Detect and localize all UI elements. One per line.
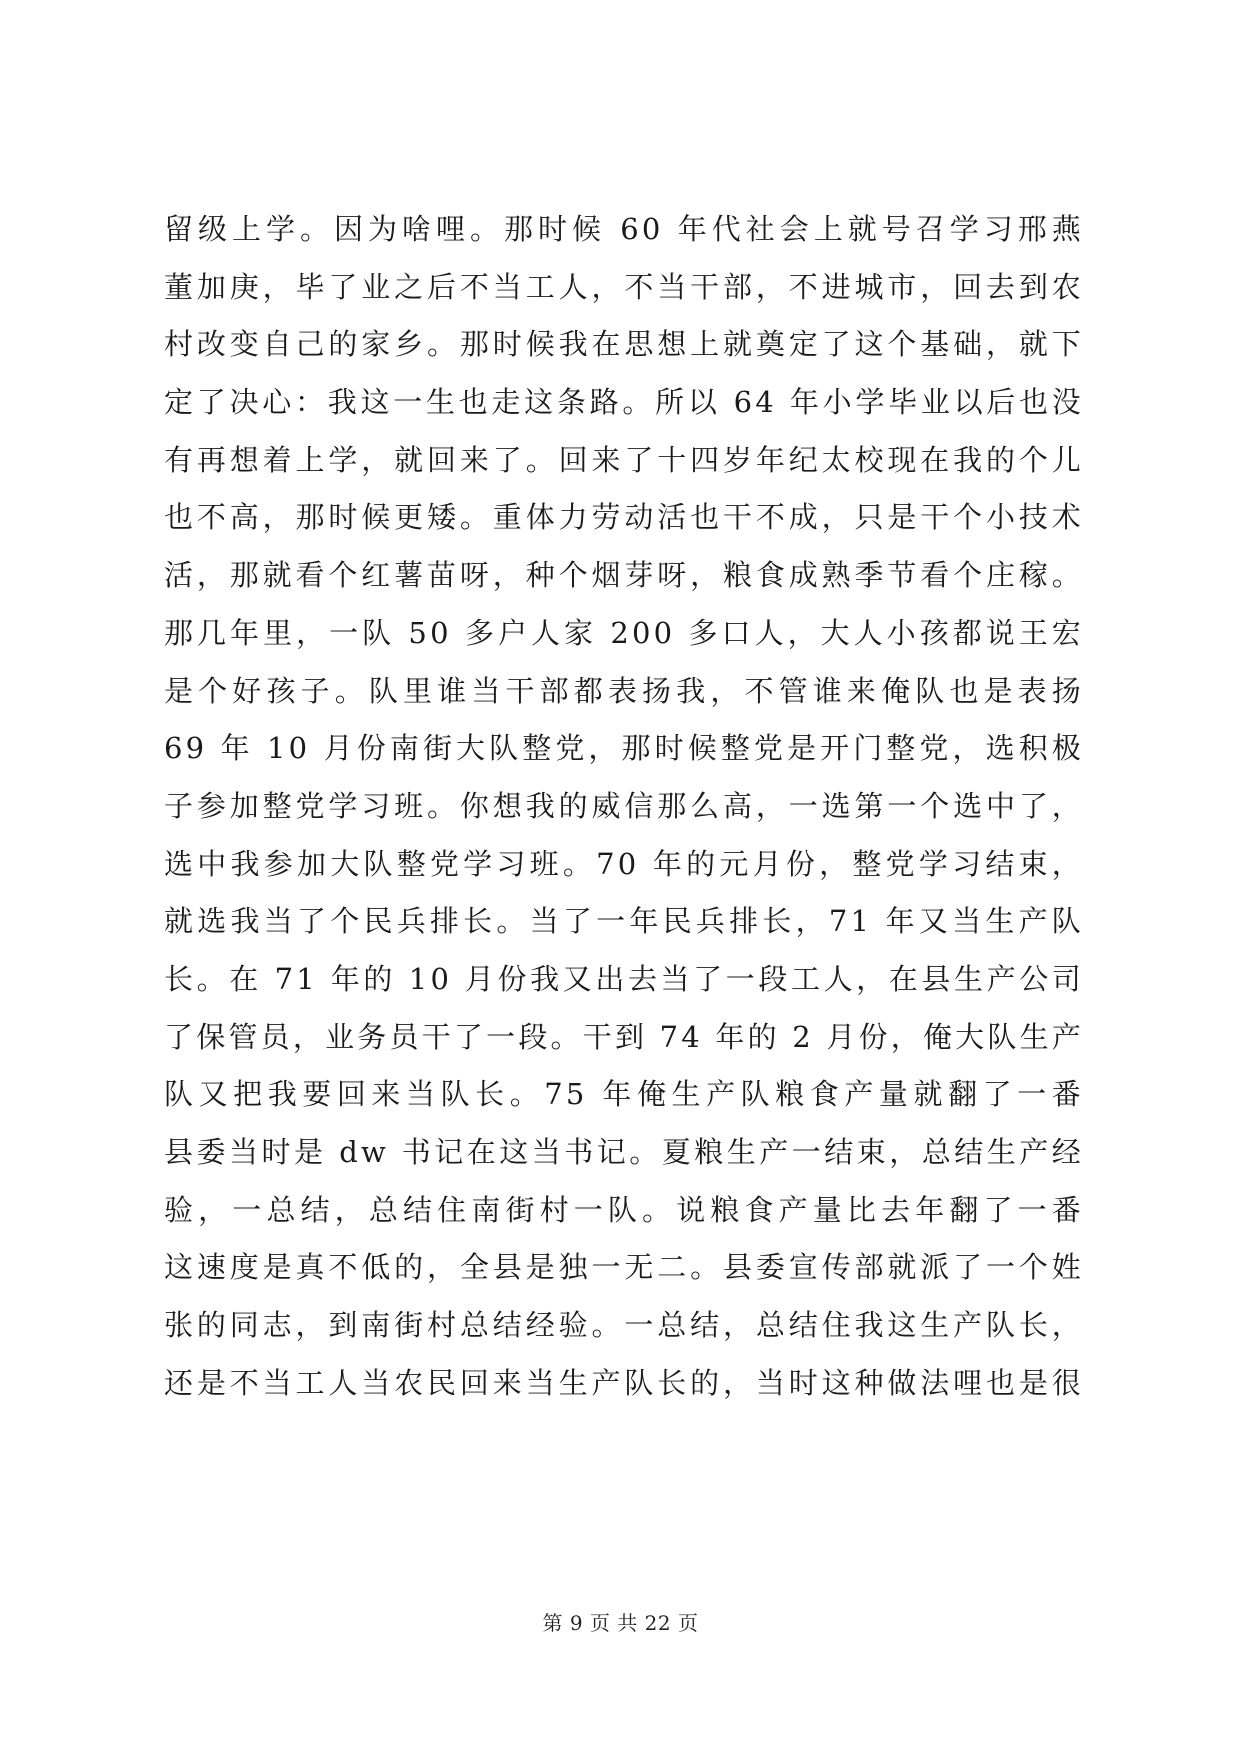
text-line: 了保管员，业务员干了一段。干到 74 年的 2 月份，俺大队生产 [164,1019,1084,1054]
text-line: 也不高，那时候更矮。重体力劳动活也干不成，只是干个小技术 [164,500,1084,535]
text-line: 子参加整党学习班。你想我的威信那么高，一选第一个选中了， [164,788,1084,823]
text-line: 活，那就看个红薯苗呀，种个烟芽呀，粮食成熟季节看个庄稼。 [164,558,1084,593]
page-footer: 第 9 页 共 22 页 [542,1611,699,1635]
text-line: 那几年里，一队 50 多户人家 200 多口人，大人小孩都说王宏 [164,615,1084,650]
text-line: 董加庚，毕了业之后不当工人，不当干部，不进城市，回去到农 [164,269,1084,304]
text-line: 村改变自己的家乡。那时候我在思想上就奠定了这个基础，就下 [164,327,1084,362]
text-line: 县委当时是 dw 书记在这当书记。夏粮生产一结束，总结生产经 [164,1135,1084,1169]
text-line: 定了决心：我这一生也走这条路。所以 64 年小学毕业以后也没 [164,385,1084,420]
text-line: 验，一总结，总结住南街村一队。说粮食产量比去年翻了一番 [164,1192,1084,1227]
text-line: 张的同志，到南街村总结经验。一总结，总结住我这生产队长， [164,1308,1084,1343]
text-line: 还是不当工人当农民回来当生产队长的，当时这种做法哩也是很 [164,1365,1084,1400]
body-text [164,201,1084,1412]
text-line: 这速度是真不低的，全县是独一无二。县委宣传部就派了一个姓 [164,1250,1084,1285]
text-line: 长。在 71 年的 10 月份我又出去当了一段工人，在县生产公司 [164,961,1084,996]
text-line: 有再想着上学，就回来了。回来了十四岁年纪太校现在我的个儿 [164,442,1084,477]
text-line: 69 年 10 月份南街大队整党，那时候整党是开门整党，选积极 [164,731,1084,766]
text-line: 选中我参加大队整党学习班。70 年的元月份，整党学习结束， [164,846,1084,881]
text-line: 留级上学。因为啥哩。那时候 60 年代社会上就号召学习邢燕 [164,212,1084,246]
text-line: 队又把我要回来当队长。75 年俺生产队粮食产量就翻了一番 [164,1077,1084,1112]
text-line: 就选我当了个民兵排长。当了一年民兵排长，71 年又当生产队 [164,904,1084,939]
text-line: 是个好孩子。队里谁当干部都表扬我，不管谁来俺队也是表扬 [164,673,1084,708]
